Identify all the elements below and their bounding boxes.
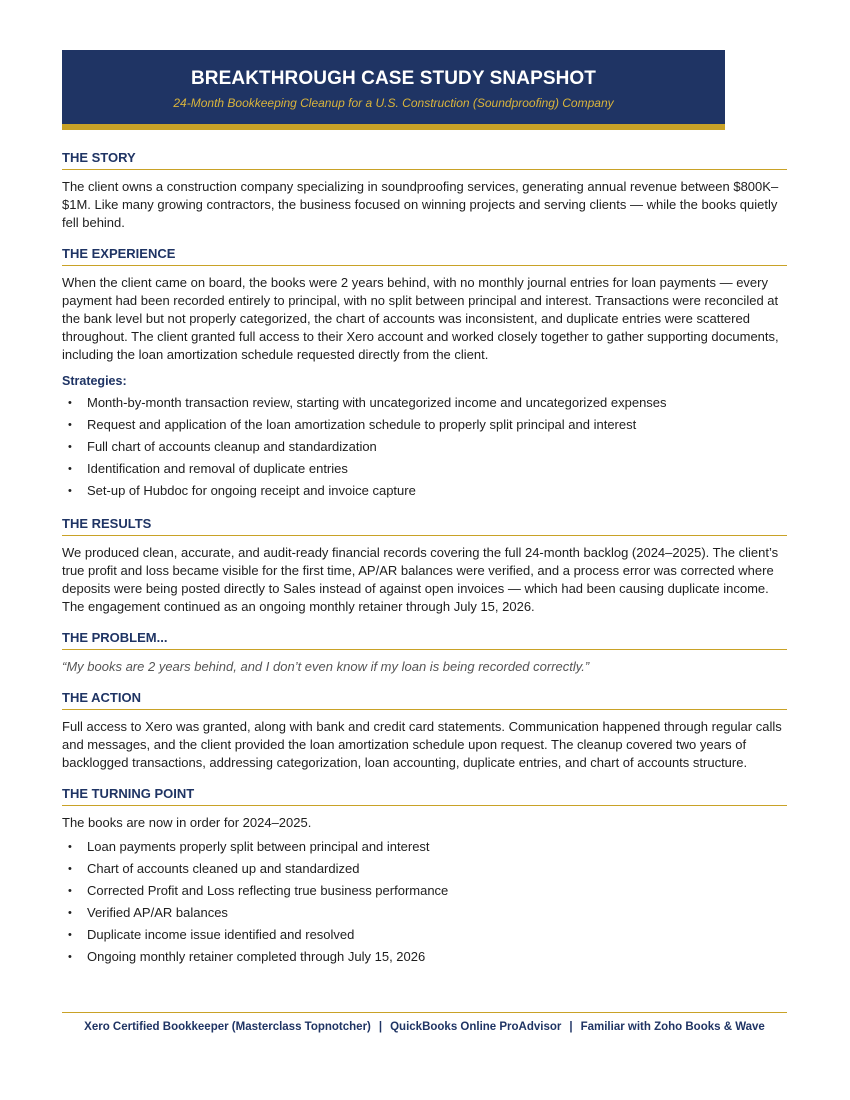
list-item: • Chart of accounts cleaned up and standardized xyxy=(62,858,787,880)
strategies-list xyxy=(62,392,787,502)
list-item: • Corrected Profit and Loss reflecting true business performance xyxy=(62,880,787,902)
bullet-icon: • xyxy=(68,441,72,453)
bullet-icon: • xyxy=(68,885,72,897)
section-text: When the client came on board, the books were 2 years behind, with no monthly journal entries for loan payments — every payment had been recorded entirely to principal, with no split between principal and interest. Transactions were reconciled at the bank level but not properly categorized, the chart of accounts was inconsistent, and duplicate entries were scattered throughout. The client granted full access to their Xero account and worked closely together to gather supporting documents, including the loan amortization schedule requested directly from the client. xyxy=(62,275,779,362)
separator: | xyxy=(569,1021,573,1033)
section-title: THE STORY xyxy=(62,150,787,170)
bullet-icon: • xyxy=(68,397,72,409)
credential-quickbooks: QuickBooks Online ProAdvisor xyxy=(390,1021,562,1033)
client-quote: “My books are 2 years behind, and I don’t even know if my loan is being recorded correctly.” xyxy=(62,659,590,674)
credential-xero: Xero Certified Bookkeeper (Masterclass Topnotcher) xyxy=(84,1021,371,1033)
section-title: THE EXPERIENCE xyxy=(62,246,787,266)
bullet-icon: • xyxy=(68,951,72,963)
credentials-footer xyxy=(62,1012,787,1033)
section-title: THE PROBLEM... xyxy=(62,630,787,650)
section-text: The books are now in order for 2024–2025. xyxy=(62,815,312,830)
strategies-label: Strategies: xyxy=(62,374,127,388)
section-action xyxy=(62,690,787,772)
bullet-icon: • xyxy=(68,907,72,919)
list-item: • Request and application of the loan amortization schedule to properly split principal and interest xyxy=(62,414,787,436)
header-banner xyxy=(62,50,725,130)
section-title: THE TURNING POINT xyxy=(62,786,787,806)
page-title: BREAKTHROUGH CASE STUDY SNAPSHOT xyxy=(190,68,597,89)
section-problem xyxy=(62,630,787,676)
list-item: • Verified AP/AR balances xyxy=(62,902,787,924)
credential-zoho-wave: Familiar with Zoho Books & Wave xyxy=(580,1021,765,1033)
section-text: The client owns a construction company specializing in soundproofing services, generating annual revenue between $800K–$1M. Like many growing contractors, the business focused on winning projects and serving clients — while the books quietly fell behind. xyxy=(62,179,779,230)
section-text: Full access to Xero was granted, along with bank and credit card statements. Communication happened through regular calls and messages, and the client provided the loan amortization schedule upon request. The cleanup covered two years of backlogged transactions, addressing categorization, loan accounting, duplicate entries, and chart of accounts structure. xyxy=(62,719,782,770)
section-turning-point xyxy=(62,786,787,968)
bullet-icon: • xyxy=(68,841,72,853)
bullet-icon: • xyxy=(68,419,72,431)
bullet-icon: • xyxy=(68,929,72,941)
list-item: • Duplicate income issue identified and resolved xyxy=(62,924,787,946)
list-item: • Ongoing monthly retainer completed through July 15, 2026 xyxy=(62,946,787,968)
bullet-icon: • xyxy=(68,863,72,875)
section-text: We produced clean, accurate, and audit-ready financial records covering the full 24-month backlog (2024–2025). The client’s true profit and loss became visible for the first time, AP/AR balances were verified, and a process error was corrected where deposits were being posted directly to Sales instead of against open invoices — which had been causing duplicate income. The engagement continued as an ongoing monthly retainer through July 15, 2026. xyxy=(62,545,779,614)
section-experience xyxy=(62,246,787,502)
bullet-icon: • xyxy=(68,485,72,497)
section-results xyxy=(62,516,787,616)
bullet-icon: • xyxy=(68,463,72,475)
section-story xyxy=(62,150,787,232)
list-item: • Set-up of Hubdoc for ongoing receipt and invoice capture xyxy=(62,480,787,502)
list-item: • Identification and removal of duplicate entries xyxy=(62,458,787,480)
list-item: • Full chart of accounts cleanup and standardization xyxy=(62,436,787,458)
section-title: THE ACTION xyxy=(62,690,787,710)
page-subtitle: 24-Month Bookkeeping Cleanup for a U.S. Construction (Soundproofing) Company xyxy=(173,96,614,110)
section-title: THE RESULTS xyxy=(62,516,787,536)
list-item: • Loan payments properly split between principal and interest xyxy=(62,836,787,858)
separator: | xyxy=(378,1021,383,1033)
outcomes-list xyxy=(62,836,787,968)
document-body xyxy=(62,150,787,982)
list-item: • Month-by-month transaction review, starting with uncategorized income and uncategorized expenses xyxy=(62,392,787,414)
